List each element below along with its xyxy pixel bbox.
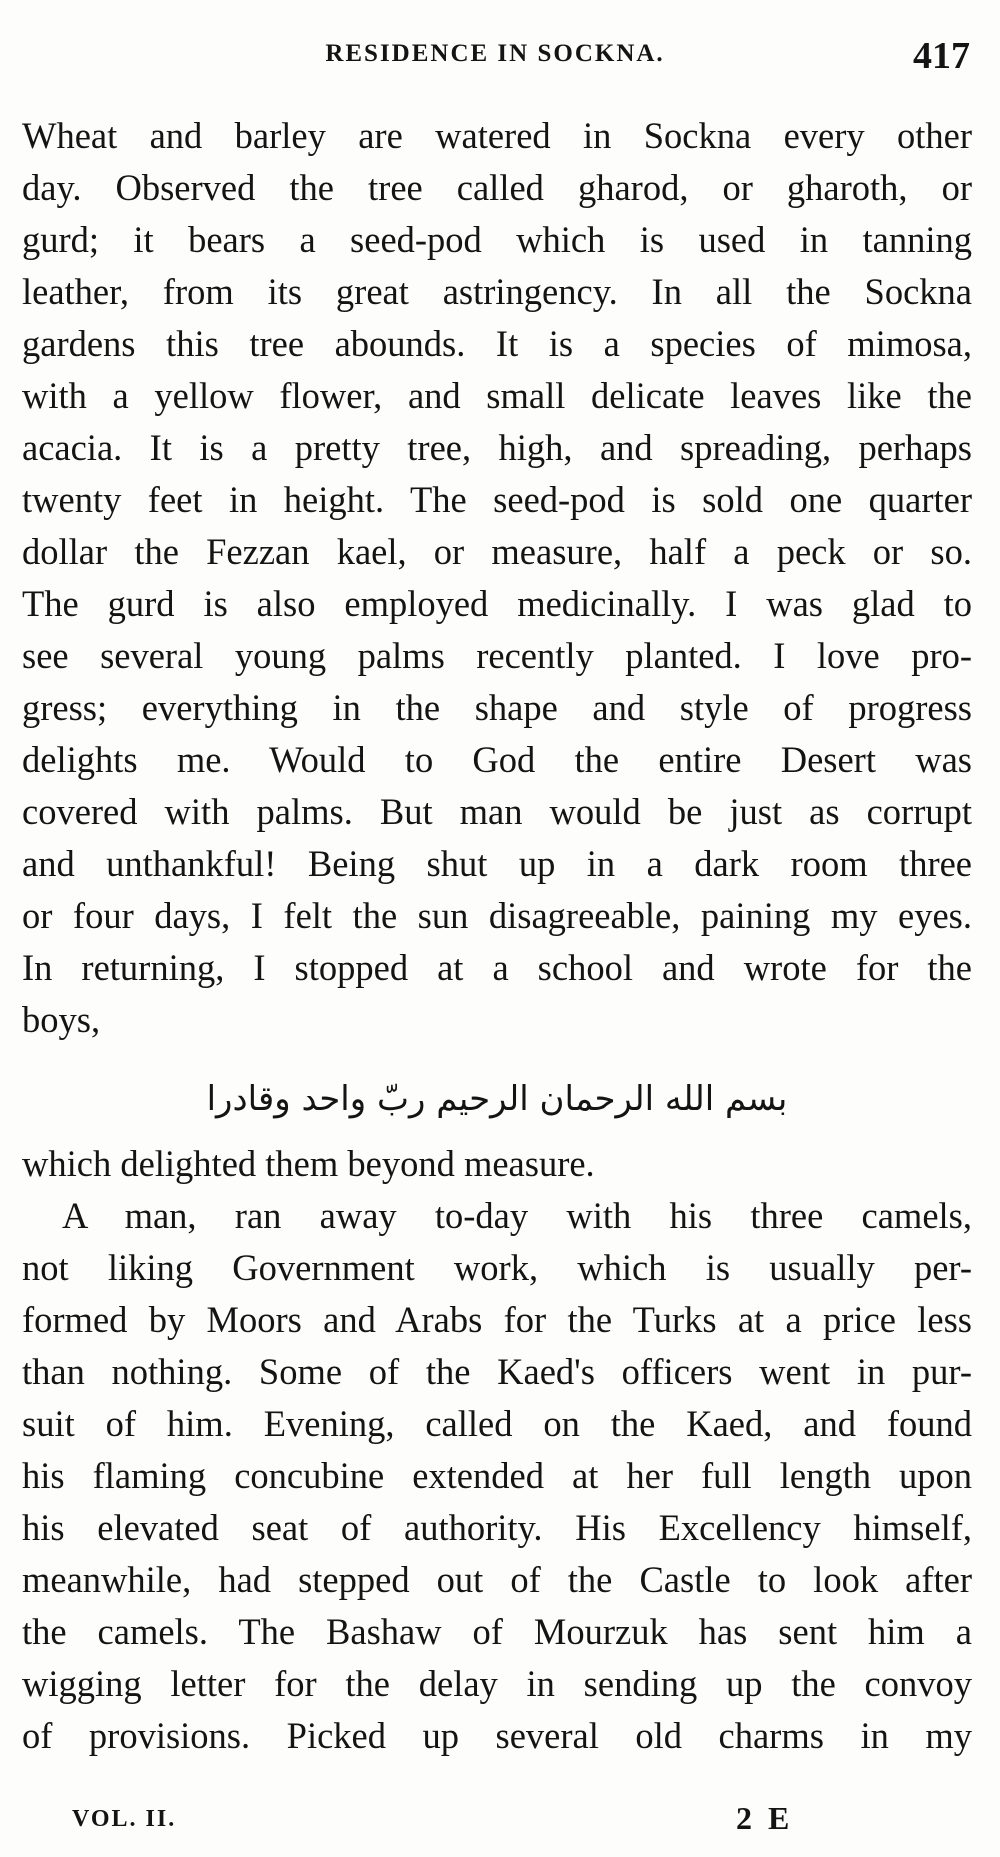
text-line: see several young palms recently planted. I love pro-	[22, 635, 972, 676]
text-line: delights me. Would to God the entire Desert was	[22, 739, 972, 780]
text-line: gardens this tree abounds. It is a species of mimosa,	[22, 323, 972, 364]
paragraph-1	[22, 110, 972, 1046]
text-line: with a yellow flower, and small delicate leaves like the	[22, 375, 972, 416]
body-text	[22, 110, 972, 1762]
text-line: acacia. It is a pretty tree, high, and spreading, perhaps	[22, 427, 972, 468]
paragraph-1-continuation	[22, 1138, 972, 1190]
text-line: than nothing. Some of the Kaed's officers went in pur-	[22, 1351, 972, 1392]
text-line: The gurd is also employed medicinally. I was glad to	[22, 583, 972, 624]
arabic-inscription: بسم الله الرحمان الرحيم ربّ واحد وقادرا	[206, 1079, 788, 1119]
page-header	[20, 34, 970, 84]
paragraph-2	[22, 1190, 972, 1762]
signature-mark: 2 E	[736, 1800, 794, 1836]
text-line: his flaming concubine extended at her full length upon	[22, 1455, 972, 1496]
text-line: gress; everything in the shape and style of progress	[22, 687, 972, 728]
text-line: twenty feet in height. The seed-pod is sold one quarter	[22, 479, 972, 520]
volume-label: VOL. II.	[72, 1806, 177, 1832]
text-line: leather, from its great astringency. In all the Sockna	[22, 271, 972, 312]
text-line: A man, ran away to-day with his three camels,	[62, 1195, 972, 1236]
running-head: RESIDENCE IN SOCKNA.	[325, 40, 665, 67]
page-number: 417	[913, 35, 970, 77]
text-line: suit of him. Evening, called on the Kaed, and found	[22, 1403, 972, 1444]
text-line: not liking Government work, which is usually per-	[22, 1247, 972, 1288]
text-line: In returning, I stopped at a school and wrote for the	[22, 947, 972, 988]
text-line: the camels. The Bashaw of Mourzuk has sent him a	[22, 1611, 972, 1652]
text-line: meanwhile, had stepped out of the Castle to look after	[22, 1559, 972, 1600]
text-line: his elevated seat of authority. His Excellency himself,	[22, 1507, 972, 1548]
text-line: Wheat and barley are watered in Sockna every other	[22, 115, 972, 156]
text-line: day. Observed the tree called gharod, or gharoth, or	[22, 167, 972, 208]
text-line: dollar the Fezzan kael, or measure, half a peck or so.	[22, 531, 972, 572]
text-line: gurd; it bears a seed-pod which is used in tanning	[22, 219, 972, 260]
text-line: of provisions. Picked up several old charms in my	[22, 1715, 972, 1756]
text-line: formed by Moors and Arabs for the Turks at a price less	[22, 1299, 972, 1340]
text-line: and unthankful! Being shut up in a dark room three	[22, 843, 972, 884]
text-line: or four days, I felt the sun disagreeable, paining my eyes.	[22, 895, 972, 936]
text-line: covered with palms. But man would be just as corrupt	[22, 791, 972, 832]
page-footer	[60, 1800, 920, 1840]
text-line: wigging letter for the delay in sending up the convoy	[22, 1663, 972, 1704]
text-line: boys,	[22, 999, 101, 1040]
text-line: which delighted them beyond measure.	[22, 1143, 595, 1184]
